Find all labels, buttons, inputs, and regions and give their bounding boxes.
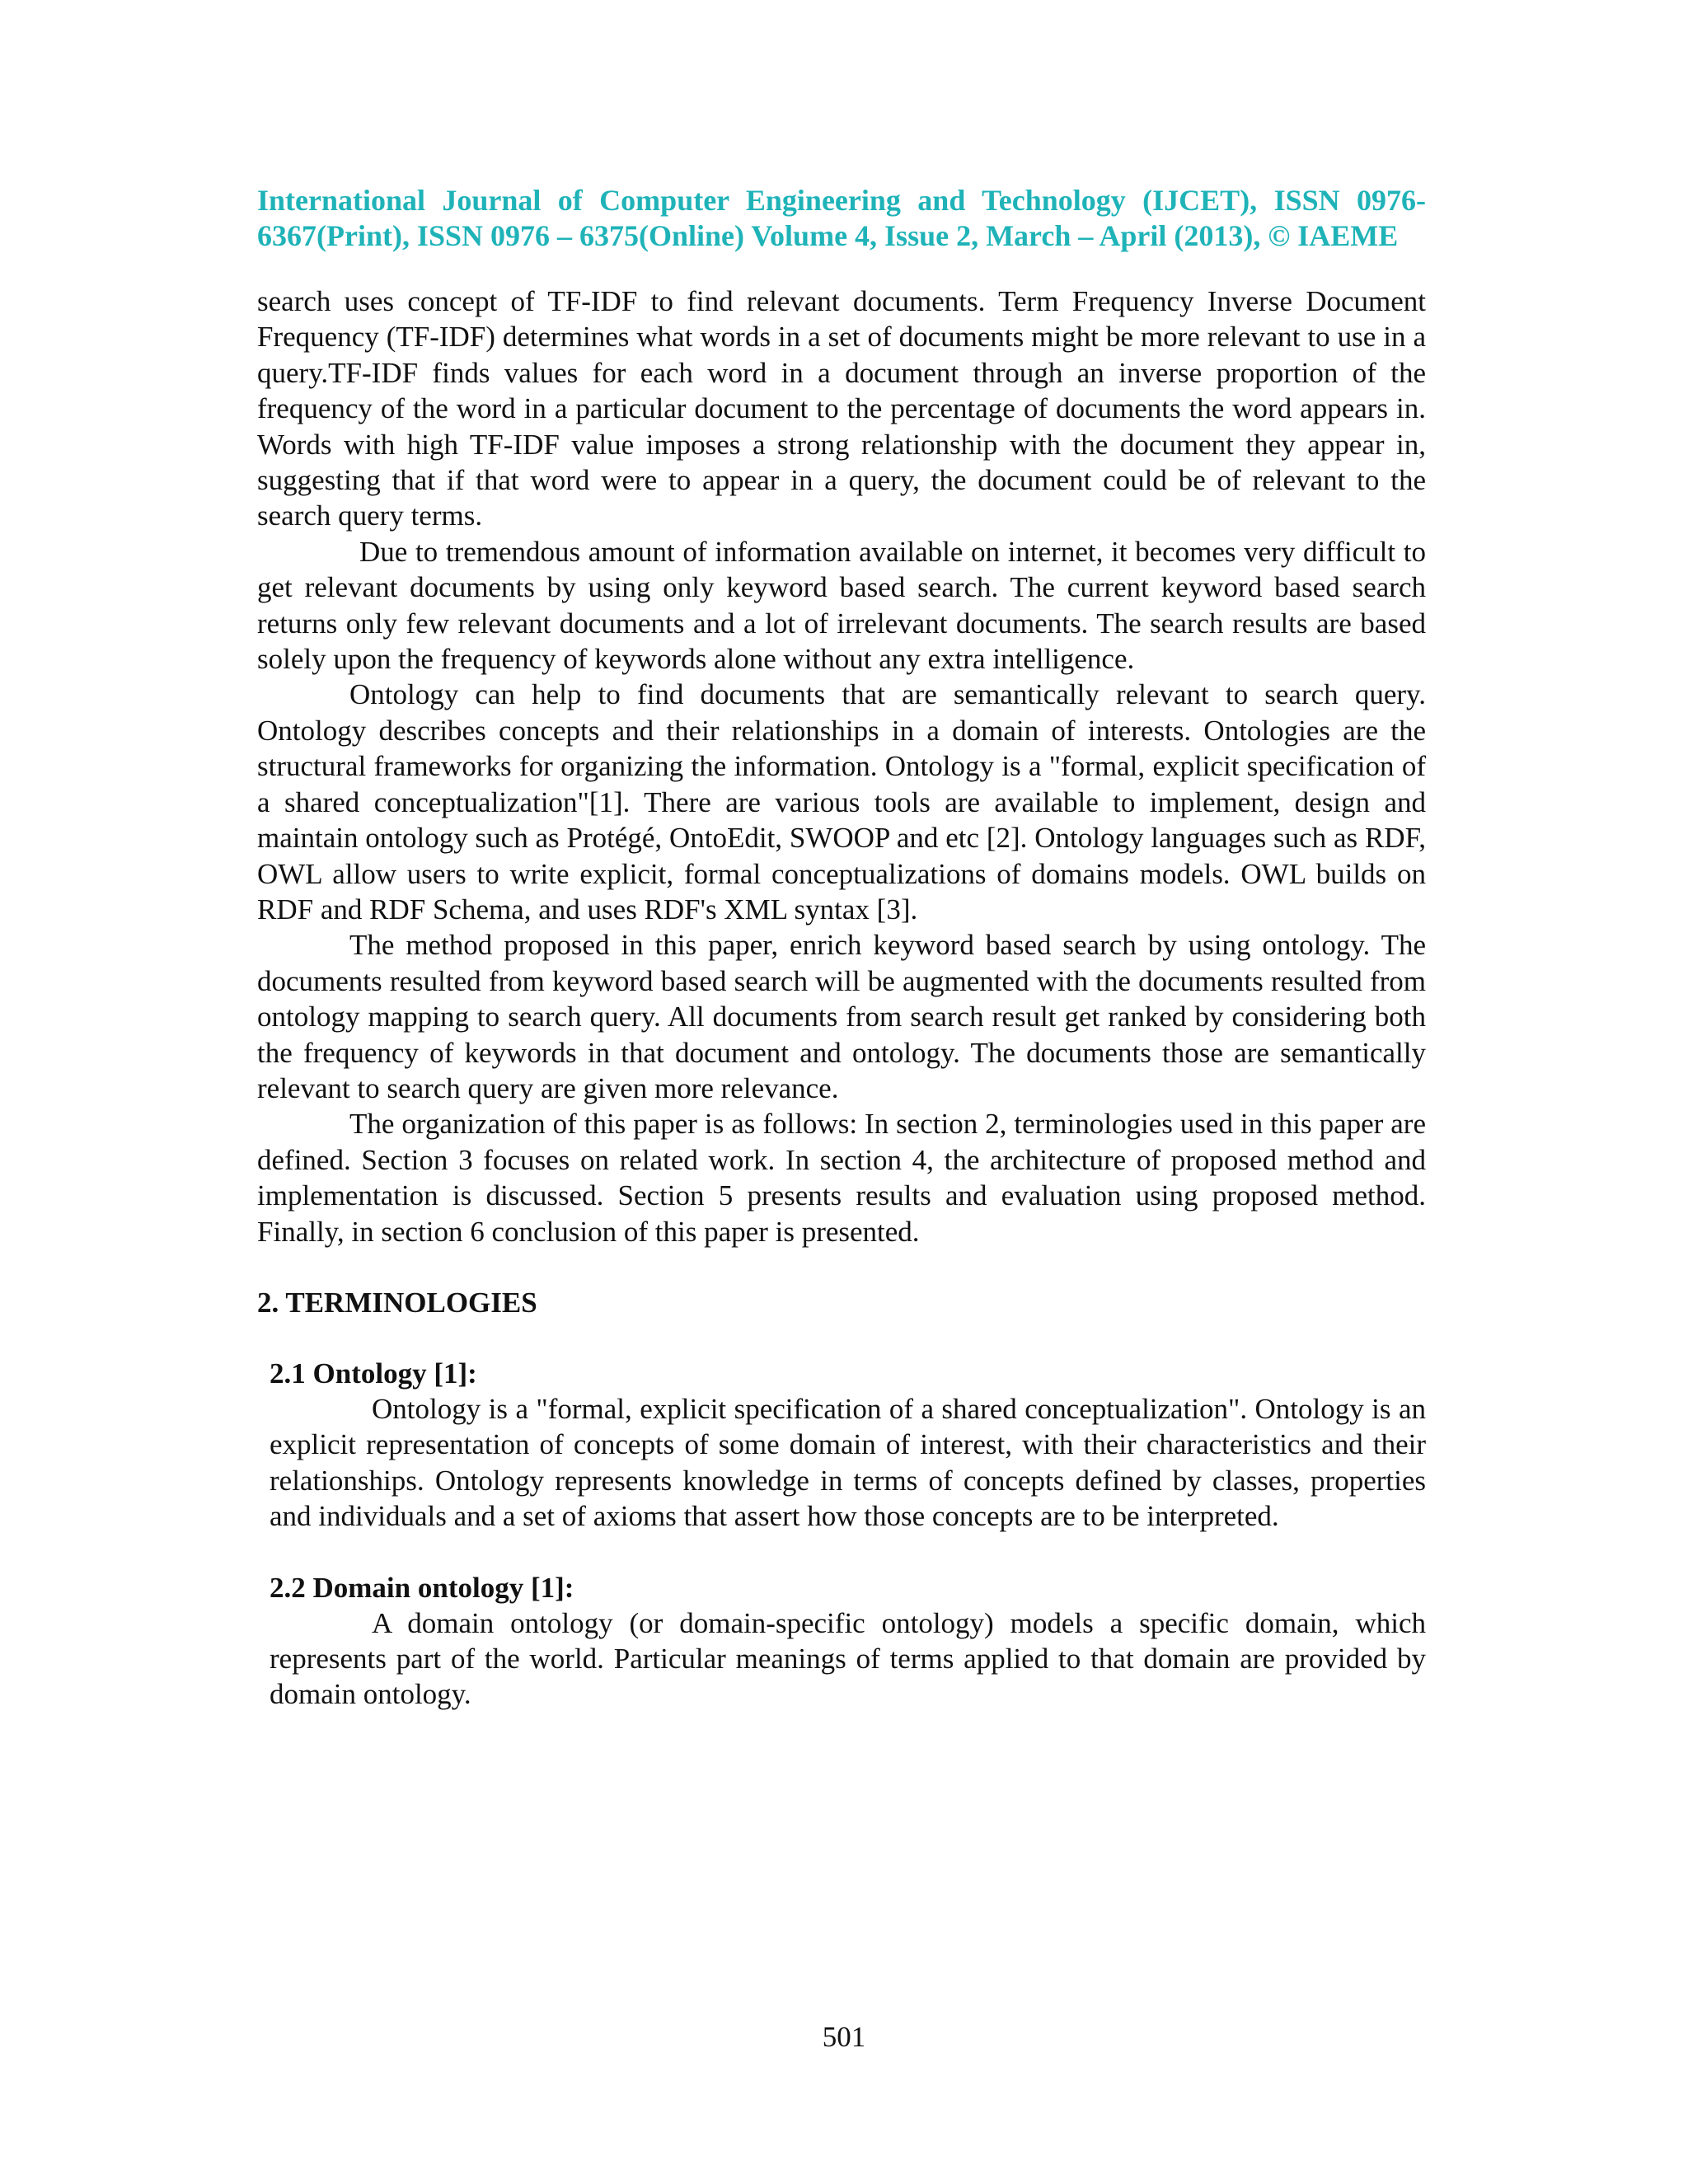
body-text xyxy=(257,284,1426,1713)
paragraph-tf-idf: search uses concept of TF-IDF to find relevant documents. Term Frequency Inverse Document Frequency (TF-IDF) determines what words in a set of documents might be more relevant to use in a query.TF-IDF finds values for each word in a document through an inverse proportion of the frequency of the word in a particular document to the percentage of documents the word appears in. Words with high TF-IDF value imposes a strong relationship with the document they appear in, suggesting that if that word were to appear in a query, the document could be of relevant to the search query terms. xyxy=(257,285,1426,532)
paragraph-ontology-intro: Ontology can help to find documents that are semantically relevant to search query. Ontology describes concepts and their relationships in a domain of interests. Ontologies are the structural frameworks for organizing the information. Ontology is a "formal, explicit specification of a shared conceptualization"[1]. There are various tools are available to implement, design and maintain ontology such as Protégé, OntoEdit, SWOOP and etc [2]. Ontology languages such as RDF, OWL allow users to write explicit, formal conceptualizations of domains models. OWL builds on RDF and RDF Schema, and uses RDF's XML syntax [3]. xyxy=(257,678,1426,926)
paragraph-domain-ontology-definition: A domain ontology (or domain-specific ontology) models a specific domain, which represents part of the world. Particular meanings of terms applied to that domain are provided by domain ontology. xyxy=(270,1606,1426,1711)
paragraph-organization: The organization of this paper is as follows: In section 2, terminologies used in this paper are defined. Section 3 focuses on related work. In section 4, the architecture of proposed method and implementation is discussed. Section 5 presents results and evaluation using proposed method. Finally, in section 6 conclusion of this paper is presented. xyxy=(257,1108,1426,1248)
subsection-heading-domain-ontology: 2.2 Domain ontology [1]: xyxy=(270,1571,574,1604)
subsection-domain-ontology xyxy=(270,1570,1426,1713)
subsection-heading-ontology: 2.1 Ontology [1]: xyxy=(270,1357,477,1390)
journal-header: International Journal of Computer Engineering and Technology (IJCET), ISSN 0976-6367(Print), ISSN 0976 – 6375(Online) Volume 4, Issue 2, March – April (2013), © IAEME xyxy=(257,184,1426,252)
subsection-ontology xyxy=(270,1356,1426,1535)
paragraph-keyword-search: Due to tremendous amount of information available on internet, it becomes very difficult to get relevant documents by using only keyword based search. The current keyword based search returns only few relevant documents and a lot of irrelevant documents. The search results are based solely upon the frequency of keywords alone without any extra intelligence. xyxy=(257,535,1426,676)
page-number: 501 xyxy=(822,2021,866,2053)
paragraph-ontology-definition: Ontology is a "formal, explicit specification of a shared conceptualization". Ontology is an explicit representation of concepts of some domain of interest, with their characteristics and their relationships. Ontology represents knowledge in terms of concepts defined by classes, properties and individuals and a set of axioms that assert how those concepts are to be interpreted. xyxy=(270,1392,1426,1533)
section-heading-terminologies: 2. TERMINOLOGIES xyxy=(257,1286,537,1319)
paragraph-proposed-method: The method proposed in this paper, enrich keyword based search by using ontology. The documents resulted from keyword based search will be augmented with the documents resulted from ontology mapping to search query. All documents from search result get ranked by considering both the frequency of keywords in that document and ontology. The documents those are semantically relevant to search query are given more relevance. xyxy=(257,929,1426,1104)
